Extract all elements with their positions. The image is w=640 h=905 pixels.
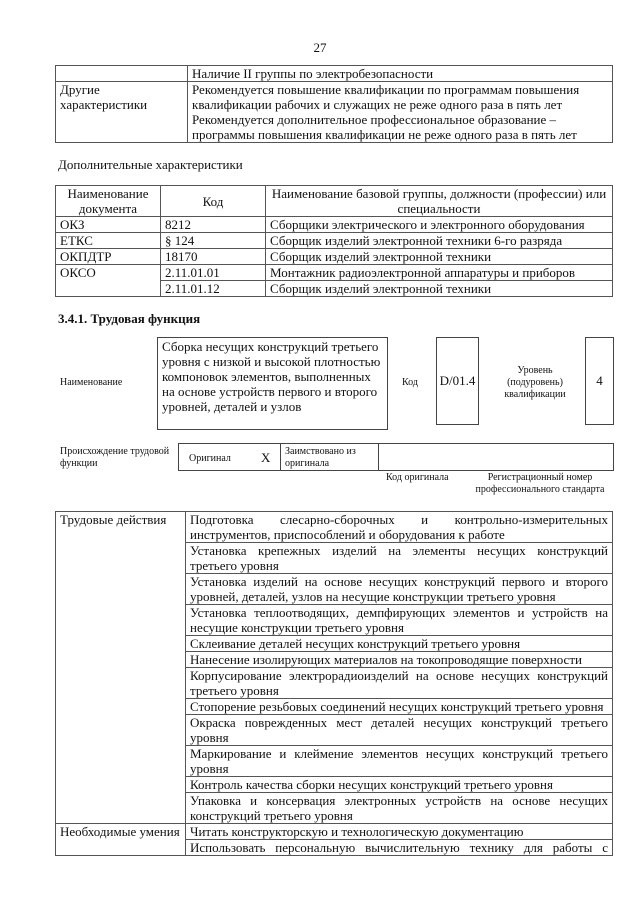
table-row <box>56 217 613 233</box>
cell: ЕТКС <box>56 233 161 249</box>
action-item: Маркирование и клеймение элементов несущих конструкций третьего уровня <box>186 746 613 777</box>
original-code-caption: Код оригинала <box>386 472 449 483</box>
cell: Сборщик изделий электронной техники <box>266 249 613 265</box>
function-name: Сборка несущих конструкций третьего уровня с низкой и высокой плотностью компоновок элементов, выполненных на основе устройств первого и второго уровней, деталей и узлов <box>157 337 388 430</box>
table-row <box>56 512 613 543</box>
action-item: Стопорение резьбовых соединений несущих конструкций третьего уровня <box>186 699 613 715</box>
cell: Сборщик изделий электронной техники <box>266 281 613 297</box>
function-table <box>55 511 613 856</box>
action-item: Склеивание деталей несущих конструкций третьего уровня <box>186 636 613 652</box>
action-item: Контроль качества сборки несущих конструкций третьего уровня <box>186 777 613 793</box>
table-row <box>56 249 613 265</box>
table-row <box>56 233 613 249</box>
row-value: Рекомендуется повышение квалификации по программам повышения квалификации рабочих и служащих не реже одного раза в пять лет <box>192 82 580 112</box>
cell: Сборщики электрического и электронного оборудования <box>266 217 613 233</box>
table-row <box>56 82 613 143</box>
cell: Монтажник радиоэлектронной аппаратуры и приборов <box>266 265 613 281</box>
skill-item: Читать конструкторскую и технологическую документацию <box>186 824 613 840</box>
name-label: Наименование <box>60 377 123 388</box>
action-item: Корпусирование электрорадиоизделий на основе несущих конструкций третьего уровня <box>186 668 613 699</box>
cell: 8212 <box>161 217 266 233</box>
cell: 2.11.01.01 <box>161 265 266 281</box>
table-row <box>56 66 613 82</box>
reg-number-caption: Регистрационный номер профессионального стандарта <box>475 472 605 495</box>
original-mark: X <box>261 450 271 465</box>
header-cell: Код <box>161 186 266 217</box>
cell: Сборщик изделий электронной техники 6-го разряда <box>266 233 613 249</box>
action-item: Упаковка и консервация электронных устройств на основе несущих конструкций третьего уровня <box>186 793 613 824</box>
section-title: Дополнительные характеристики <box>58 157 243 172</box>
code-label: Код <box>402 377 418 388</box>
row-value: Наличие II группы по электробезопасности <box>188 66 613 82</box>
cell: ОКЗ <box>56 217 161 233</box>
cell: ОКСО <box>56 265 161 297</box>
actions-label: Трудовые действия <box>56 512 186 824</box>
original-label: Оригинал <box>189 453 231 464</box>
cell: ОКПДТР <box>56 249 161 265</box>
cell: § 124 <box>161 233 266 249</box>
origin-row <box>178 443 614 471</box>
qualification-level: 4 <box>585 337 614 425</box>
header-cell: Наименование базовой группы, должности (профессии) или специальности <box>266 186 613 217</box>
table-row <box>56 265 613 281</box>
row-label <box>56 66 188 82</box>
action-item: Установка изделий на основе несущих конструкций первого и второго уровней, деталей, узлов на несущие конструкции третьего уровня <box>186 574 613 605</box>
table-row <box>56 824 613 840</box>
page-number: 27 <box>313 40 327 55</box>
action-item: Нанесение изолирующих материалов на токопроводящие поверхности <box>186 652 613 668</box>
skills-label: Необходимые умения <box>56 824 186 856</box>
borrowed-label: Заимствовано из оригинала <box>285 446 356 469</box>
function-heading: 3.4.1. Трудовая функция <box>58 311 201 326</box>
skill-item: Использовать персональную вычислительную технику для работы с <box>186 840 613 856</box>
action-item: Установка теплоотводящих, демпфирующих элементов и устройств на несущие конструкции третьего уровня <box>186 605 613 636</box>
level-label: Уровень (подуровень) квалификации <box>504 365 566 400</box>
additional-table <box>55 185 613 297</box>
row-value: Рекомендуется дополнительное профессиональное образование – программы повышения квалификации не реже одного раза в пять лет <box>192 112 577 142</box>
function-code: D/01.4 <box>436 337 479 425</box>
action-item: Установка крепежных изделий на элементы несущих конструкций третьего уровня <box>186 543 613 574</box>
action-item: Подготовка слесарно-сборочных и контрольно-измерительных инструментов, приспособлений и оборудования к работе <box>186 512 613 543</box>
characteristics-table <box>55 65 613 143</box>
table-header <box>56 186 613 217</box>
header-cell: Наименование документа <box>56 186 161 217</box>
origin-label: Происхождение трудовой функции <box>60 446 170 469</box>
cell: 2.11.01.12 <box>161 281 266 297</box>
cell: 18170 <box>161 249 266 265</box>
row-label: Другие характеристики <box>56 82 188 143</box>
action-item: Окраска поврежденных мест деталей несущих конструкций третьего уровня <box>186 715 613 746</box>
